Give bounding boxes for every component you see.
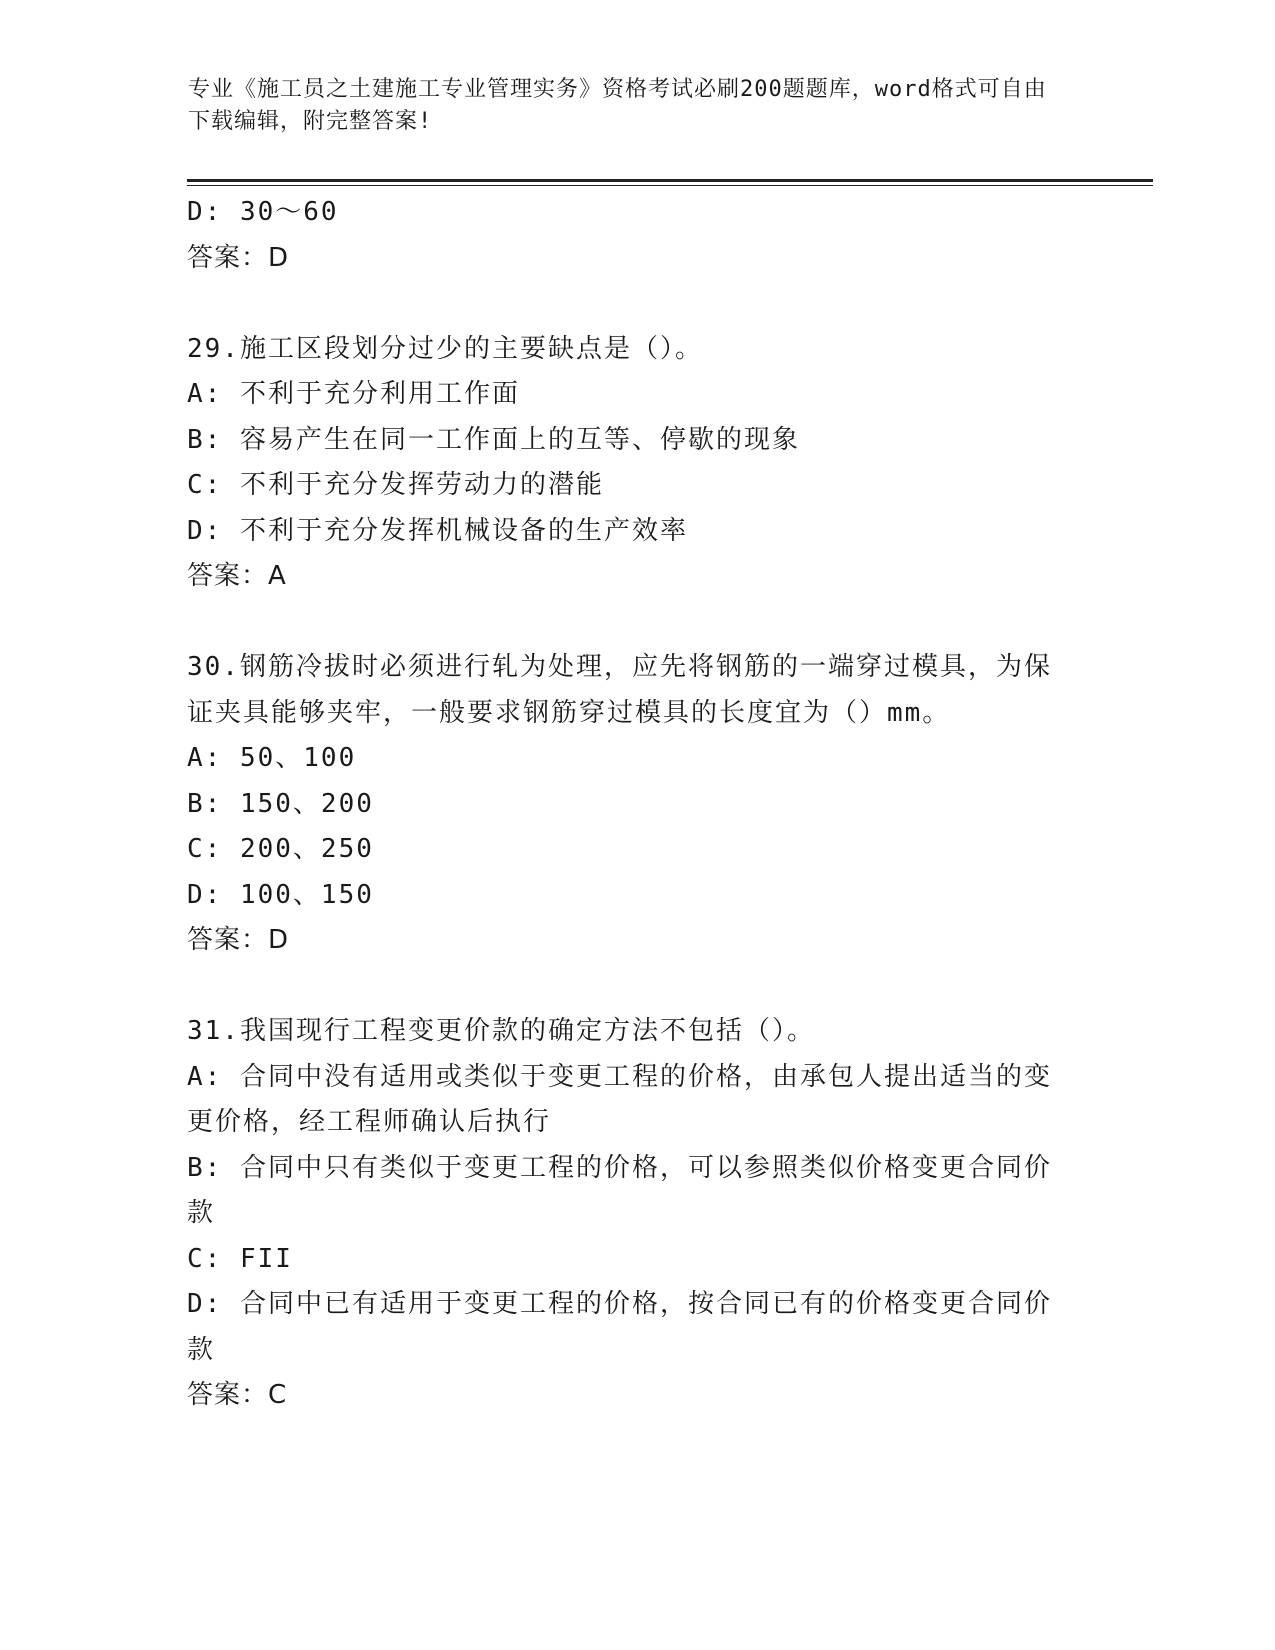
q28-option-d: D: 30～60 xyxy=(187,197,339,227)
q31-question: 31.我国现行工程变更价款的确定方法不包括（）。 xyxy=(187,1016,815,1046)
header-rule-thin xyxy=(187,185,1153,186)
q31-option-c: C: FII xyxy=(187,1243,293,1274)
spacer xyxy=(187,281,1087,327)
header-title: 专业《施工员之土建施工专业管理实务》资格考试必刷200题题库，word格式可自由下载编辑，附完整答案! xyxy=(188,77,1047,134)
q30-option-a: A: 50、100 xyxy=(187,743,357,773)
q29-question: 29.施工区段划分过少的主要缺点是（）。 xyxy=(187,333,703,364)
q30-option-d: D: 100、150 xyxy=(187,879,374,910)
question-31 xyxy=(187,1009,1087,1419)
q31-answer: 答案：C xyxy=(187,1380,288,1410)
header-rule-thick xyxy=(187,179,1153,182)
q29-option-a: A: 不利于充分利用工作面 xyxy=(187,379,520,409)
q28-answer: 答案：D xyxy=(187,242,290,273)
q31-option-a: A: 合同中没有适用或类似于变更工程的价格，由承包人提出适当的变更价格，经工程师确认后执行 xyxy=(187,1061,1052,1137)
q30-option-c: C: 200、250 xyxy=(187,834,374,864)
q29-option-d: D: 不利于充分发挥机械设备的生产效率 xyxy=(187,515,688,546)
question-30 xyxy=(187,645,1087,964)
question-29 xyxy=(187,327,1087,600)
spacer xyxy=(187,964,1087,1010)
q29-option-c: C: 不利于充分发挥劳动力的潜能 xyxy=(187,470,604,500)
q29-option-b: B: 容易产生在同一工作面上的互等、停歇的现象 xyxy=(187,424,800,455)
q29-answer: 答案：A xyxy=(187,561,287,591)
question-list xyxy=(187,190,1087,1419)
q31-option-b: B: 合同中只有类似于变更工程的价格，可以参照类似价格变更合同价款 xyxy=(187,1152,1052,1228)
q30-answer: 答案：D xyxy=(187,925,290,955)
q31-option-d: D: 合同中已有适用于变更工程的价格，按合同已有的价格变更合同价款 xyxy=(187,1289,1052,1365)
q30-question: 30.钢筋冷拔时必须进行轧为处理，应先将钢筋的一端穿过模具，为保证夹具能够夹牢，一般要求钢筋穿过模具的长度宜为（）mm。 xyxy=(187,652,1052,728)
document-header xyxy=(188,74,1068,138)
q30-option-b: B: 150、200 xyxy=(187,788,374,819)
spacer xyxy=(187,600,1087,646)
